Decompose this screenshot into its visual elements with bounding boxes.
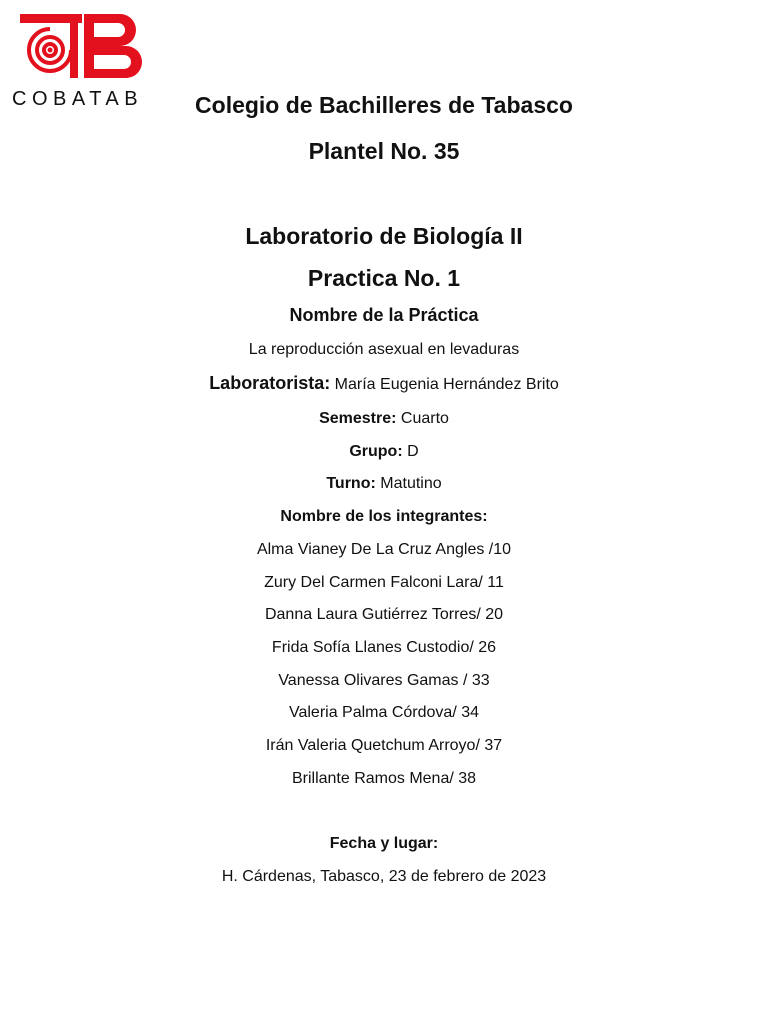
member-item: Vanessa Olivares Gamas / 33 — [278, 672, 490, 689]
laboratorista-value: María Eugenia Hernández Brito — [334, 376, 559, 393]
member-item: Frida Sofía Llanes Custodio/ 26 — [271, 639, 497, 656]
member-item: Alma Vianey De La Cruz Angles /10 — [256, 541, 512, 558]
cobatab-emblem-icon — [20, 12, 150, 80]
lab-title: Laboratorio de Biología II — [245, 223, 523, 249]
practice-name-heading: Nombre de la Práctica — [289, 305, 479, 325]
integrantes-heading: Nombre de los integrantes: — [280, 508, 488, 525]
laboratorista-label: Laboratorista: — [209, 373, 331, 393]
member-item: Zury Del Carmen Falconi Lara/ 11 — [264, 574, 504, 591]
member-item: Brillante Ramos Mena/ 38 — [291, 770, 477, 787]
semestre-label: Semestre: — [319, 410, 397, 427]
school-name: Colegio de Bachilleres de Tabasco — [195, 92, 573, 118]
grupo-line — [0, 443, 768, 461]
grupo-label: Grupo: — [349, 443, 403, 460]
member-item: Valeria Palma Córdova/ 34 — [288, 704, 480, 721]
practice-name-value: La reproducción asexual en levaduras — [248, 341, 520, 358]
laboratorista-line — [0, 373, 768, 394]
member-item: Danna Laura Gutiérrez Torres/ 20 — [264, 606, 504, 623]
fecha-heading: Fecha y lugar: — [329, 835, 439, 852]
turno-value: Matutino — [380, 475, 442, 492]
semestre-line — [0, 410, 768, 428]
semestre-value: Cuarto — [400, 410, 449, 427]
logo-text: COBATAB — [12, 88, 144, 110]
turno-line — [0, 475, 768, 493]
member-item: Irán Valeria Quetchum Arroyo/ 37 — [265, 737, 503, 754]
cobatab-logo — [12, 12, 152, 110]
fecha-value: H. Cárdenas, Tabasco, 23 de febrero de 2023 — [221, 868, 547, 885]
plantel-number: Plantel No. 35 — [308, 138, 460, 164]
practica-number: Practica No. 1 — [307, 265, 461, 291]
grupo-value: D — [407, 443, 419, 460]
turno-label: Turno: — [326, 475, 376, 492]
